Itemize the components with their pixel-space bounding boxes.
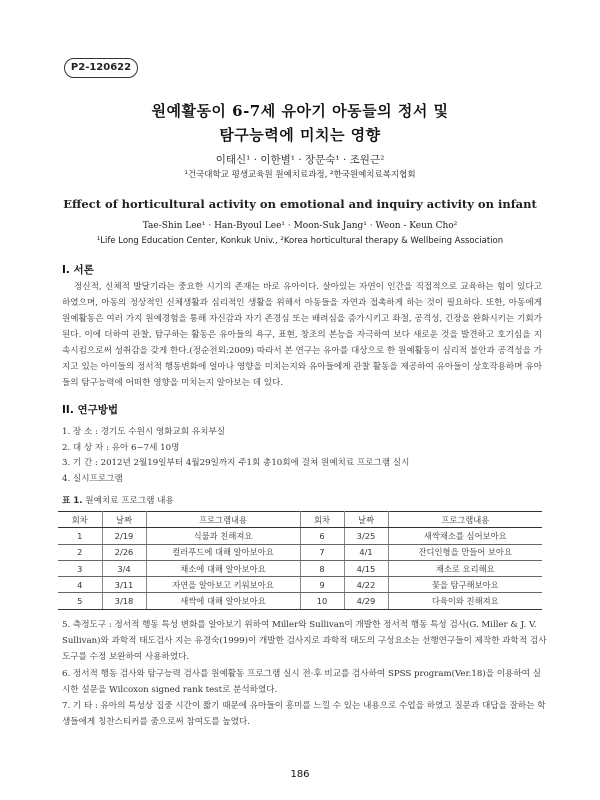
table-cell: 새싹에 대해 알아보아요 bbox=[146, 593, 300, 609]
table-cell: 4 bbox=[58, 577, 102, 593]
english-authors: Tae-Shin Lee¹ · Han-Byoul Lee¹ · Moon-Suk Jang¹ · Weon - Keun Cho² bbox=[142, 221, 458, 231]
table-row bbox=[58, 577, 542, 593]
table-cell: 새싹채소를 심어보아요 bbox=[388, 528, 542, 544]
page-number: 186 bbox=[290, 769, 310, 780]
table-cell: 8 bbox=[300, 560, 344, 576]
table-cell: 4/22 bbox=[344, 577, 388, 593]
table-cell: 3/11 bbox=[102, 577, 146, 593]
table-cell: 꽃을 탐구해보아요 bbox=[388, 577, 542, 593]
table-row bbox=[58, 560, 542, 576]
header-date: 날짜 bbox=[102, 512, 146, 528]
methods-list bbox=[62, 425, 542, 487]
methods-item: 4. 실시프로그램 bbox=[62, 473, 123, 484]
table-cell: 1 bbox=[58, 528, 102, 544]
table-cell: 4/15 bbox=[344, 560, 388, 576]
english-title: Effect of horticultural activity on emotional and inquiry activity on infant bbox=[63, 197, 537, 211]
paper-code-badge: P2-120622 bbox=[64, 58, 138, 78]
table-cell: 잔디인형을 만들어 보아요 bbox=[388, 544, 542, 560]
header-date: 날짜 bbox=[344, 512, 388, 528]
table-cell: 채소로 요리해요 bbox=[388, 560, 542, 576]
table-caption-label: 표 1. bbox=[62, 496, 83, 506]
table-cell: 2/26 bbox=[102, 544, 146, 560]
table-row bbox=[58, 593, 542, 609]
program-table bbox=[58, 511, 542, 610]
table-cell: 4/1 bbox=[344, 544, 388, 560]
header-program: 프로그램내용 bbox=[146, 512, 300, 528]
methods-item: 3. 기 간 : 2012년 2월19일부터 4월29일까지 주1회 총10회에 걸쳐 원예치료 프로그램 실시 bbox=[62, 458, 410, 468]
methods-notes bbox=[62, 617, 547, 730]
note-analysis: 6. 정서적 행동 검사와 탐구능력 검사를 원예활동 프로그램 실시 전·후 비교를 검사하여 SPSS program(Ver.18)을 이용하여 실시한 설문을 Wilcoxon signed rank test로 분석하였다. bbox=[62, 668, 541, 695]
table-cell: 식물과 친해져요 bbox=[146, 528, 300, 544]
table-row bbox=[58, 544, 542, 560]
english-affiliation: ¹Life Long Education Center, Konkuk Univ., ²Korea horticultural therapy & Wellbeing Association bbox=[96, 236, 504, 246]
table-cell: 자연을 알아보고 키워보아요 bbox=[146, 577, 300, 593]
section-heading-methods: II. 연구방법 bbox=[62, 404, 119, 416]
table-cell: 5 bbox=[58, 593, 102, 609]
header-session: 회차 bbox=[58, 512, 102, 528]
table-row bbox=[58, 528, 542, 544]
table-caption-text: 원예치료 프로그램 내용 bbox=[85, 496, 174, 506]
table-cell: 2 bbox=[58, 544, 102, 560]
table-cell: 7 bbox=[300, 544, 344, 560]
table-cell: 4/29 bbox=[344, 593, 388, 609]
table-cell: 2/19 bbox=[102, 528, 146, 544]
table-header-row bbox=[58, 512, 542, 528]
note-measurement-tools: 5. 측정도구 : 정서적 행동 특성 변화를 알아보기 위하여 Miller와 Sullivan이 개발한 정서적 행동 특성 검사(G. Miller & J. V. Sullivan)와 과학적 태도검사 지는 유경숙(1999)이 개발한 검사지로 과학적 태도의 구성요소는 선행연구들이 제작한 과학적 검사 도구를 수정 보완하여 사용하였다. bbox=[62, 620, 547, 663]
table-cell: 3/4 bbox=[102, 560, 146, 576]
table-cell: 다육이와 친해져요 bbox=[388, 593, 542, 609]
introduction-paragraph bbox=[62, 279, 542, 391]
table-cell: 채소에 대해 알아보아요 bbox=[146, 560, 300, 576]
table-cell: 3/25 bbox=[344, 528, 388, 544]
korean-affiliation: ¹건국대학교 평생교육원 원예치료과정, ²한국원예치료복지협회 bbox=[184, 170, 416, 180]
table-cell: 3 bbox=[58, 560, 102, 576]
note-other: 7. 기 타 : 유아의 특성상 집중 시간이 짧기 때문에 유아들이 흥미를 느낄 수 있는 내용으로 수업을 하였고 질문과 대답을 잘하는 학생들에게 칭찬스티커를 줌으로써 참여도를 높였다. bbox=[62, 701, 546, 728]
header-session: 회차 bbox=[300, 512, 344, 528]
table-cell: 9 bbox=[300, 577, 344, 593]
table-caption bbox=[62, 494, 174, 506]
table-cell: 6 bbox=[300, 528, 344, 544]
korean-title-line-1: 원예활동이 6-7세 유아기 아동들의 정서 및 bbox=[151, 102, 449, 120]
table-cell: 10 bbox=[300, 593, 344, 609]
table-cell: 3/18 bbox=[102, 593, 146, 609]
methods-item: 1. 장 소 : 경기도 수원시 영화교회 유치부실 bbox=[62, 427, 226, 437]
korean-title-line-2: 탐구능력에 미치는 영향 bbox=[219, 126, 381, 144]
methods-item: 2. 대 상 자 : 유아 6~7세 10명 bbox=[62, 442, 180, 453]
section-heading-introduction: I. 서론 bbox=[62, 264, 94, 276]
korean-authors: 이태신¹ · 이한별¹ · 장문숙¹ · 조원근² bbox=[215, 154, 385, 166]
table-cell: 컬러푸드에 대해 알아보아요 bbox=[146, 544, 300, 560]
header-program: 프로그램내용 bbox=[388, 512, 542, 528]
introduction-text: 정신적, 신체적 발달기라는 중요한 시기의 존재는 바로 유아이다. 살아있는 자연이 인간을 직접적으로 교육하는 힘이 있다고 하였으며, 아동의 정상적인 신체생활과 심리적인 생활을 위해서 아동들을 자연과 접촉하게 하는 것이 필요하다. 또한, 아동에게 원예활동은 여러 가지 원예경험을 통해 자신감과 자기 존경심 또는 배려심을 증가시키고 좌절, 공격성, 긴장을 완화시키는 기회가 된다. 이에 더하여 관찰, 탐구하는 활동은 유아들의 욕구, 표현, 창조의 본능을 자극하여 보다 새로운 것을 발견하고 호기심을 지속시킴으로써 성취감을 갖게 한다.(정순전외:2009) 따라서 본 연구는 유아를 대상으로 한 원예활동이 심리적 불안과 공격성을 가지고 있는 아이들의 정서적 행동변화에 얼마나 영향을 미치는지와 유아들에게 관찰 활동을 제공하여 유아들이 상호작용하며 유아들의 탐구능력에 어떠한 영향을 미치는지 알아보는 데 있다. bbox=[62, 282, 542, 388]
